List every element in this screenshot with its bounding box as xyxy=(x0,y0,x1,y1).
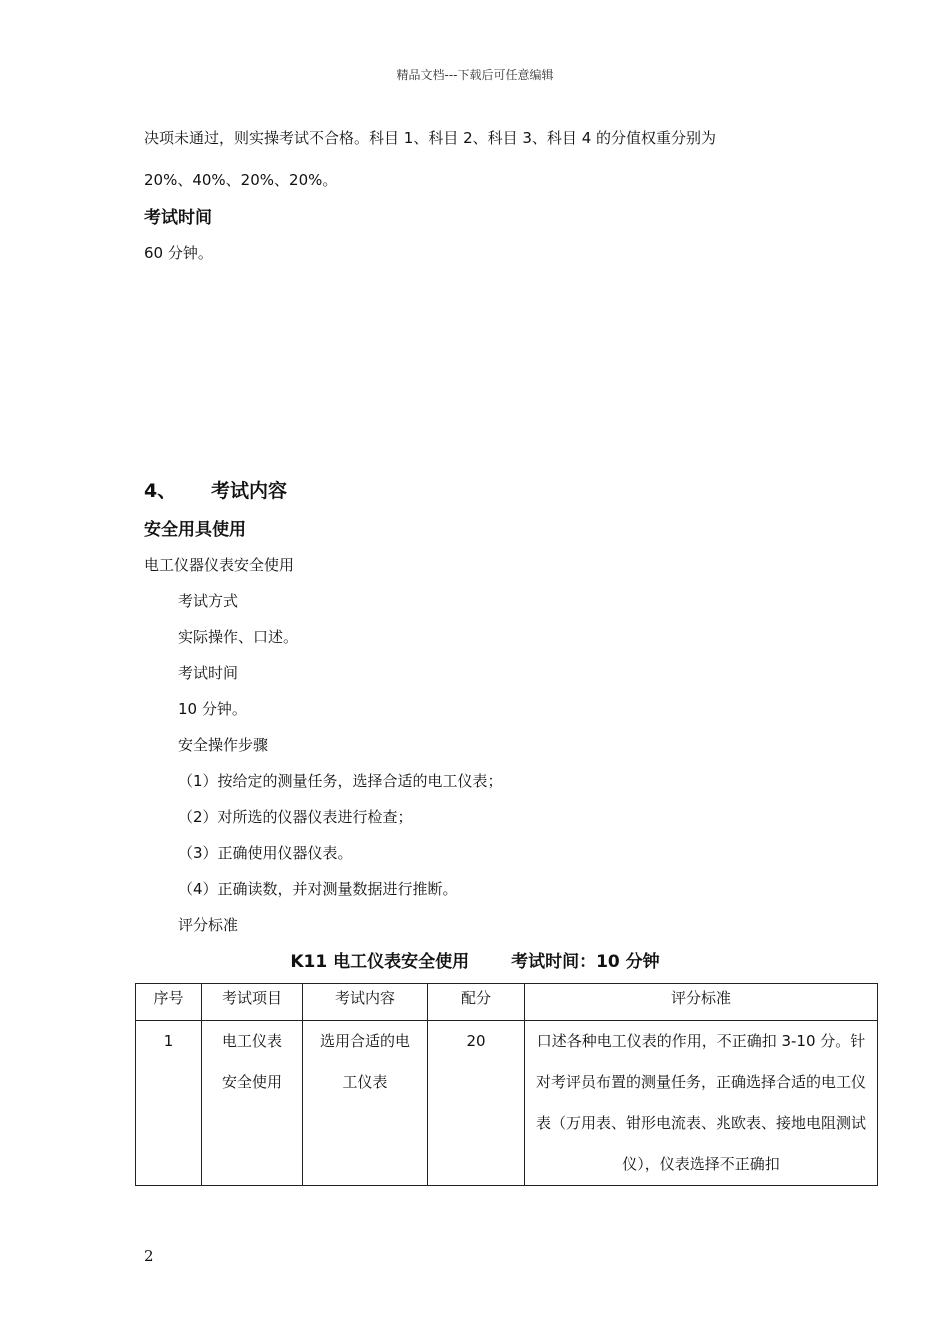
cell-score: 20 xyxy=(428,1021,525,1186)
safety-step-4: （4）正确读数，并对测量数据进行推断。 xyxy=(178,880,458,898)
page-number: 2 xyxy=(144,1247,154,1265)
scoring-label: 评分标准 xyxy=(178,916,239,934)
scoring-table xyxy=(135,983,878,1186)
safety-tools-heading: 安全用具使用 xyxy=(144,520,246,540)
header-criteria: 评分标准 xyxy=(525,984,878,1021)
header-score: 配分 xyxy=(428,984,525,1021)
exam-time-heading: 考试时间 xyxy=(144,208,212,228)
exam-method-label: 考试方式 xyxy=(178,592,239,610)
sub-exam-time-value: 10 分钟。 xyxy=(178,700,247,718)
page-header: 精品文档---下载后可任意编辑 xyxy=(396,68,554,82)
table-row xyxy=(136,1021,878,1186)
section-4-title: 考试内容 xyxy=(211,480,288,502)
subsection-title: 电工仪器仪表安全使用 xyxy=(144,556,295,574)
safety-step-2: （2）对所选的仪器仪表进行检查； xyxy=(178,808,413,826)
table-title-left: K11 电工仪表安全使用 xyxy=(290,952,470,972)
section-4-number: 4、 xyxy=(144,480,177,502)
table-header-row xyxy=(136,984,878,1021)
cell-criteria: 口述各种电工仪表的作用，不正确扣 3-10 分。针对考评员布置的测量任务，正确选择合适的电工仪表（万用表、钳形电流表、兆欧表、接地电阻测试仪），仪表选择不正确扣 xyxy=(525,1021,878,1186)
exam-time-value: 60 分钟。 xyxy=(144,244,213,262)
header-item: 考试项目 xyxy=(202,984,303,1021)
intro-line-2: 20%、40%、20%、20%。 xyxy=(144,171,338,189)
safety-steps-label: 安全操作步骤 xyxy=(178,736,269,754)
header-content: 考试内容 xyxy=(303,984,428,1021)
cell-content: 选用合适的电工仪表 xyxy=(303,1021,428,1186)
intro-line-1: 决项未通过，则实操考试不合格。科目 1、科目 2、科目 3、科目 4 的分值权重分别为 xyxy=(144,129,717,147)
cell-no: 1 xyxy=(136,1021,202,1186)
safety-step-1: （1）按给定的测量任务，选择合适的电工仪表； xyxy=(178,772,503,790)
exam-method-value: 实际操作、口述。 xyxy=(178,628,299,646)
cell-item: 电工仪表安全使用 xyxy=(202,1021,303,1186)
sub-exam-time-label: 考试时间 xyxy=(178,664,239,682)
table-title-right: 考试时间：10 分钟 xyxy=(511,952,660,972)
table-title xyxy=(0,947,950,972)
header-no: 序号 xyxy=(136,984,202,1021)
safety-step-3: （3）正确使用仪器仪表。 xyxy=(178,844,353,862)
